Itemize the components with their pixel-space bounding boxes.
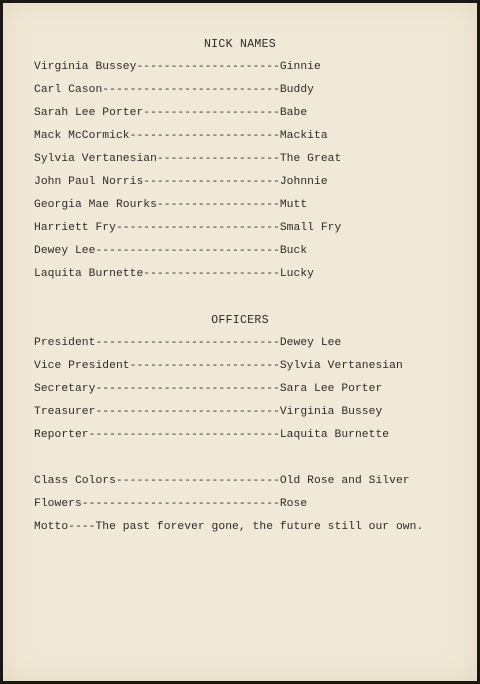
nickname-row: Mack McCormick----------------------Mackita [34, 130, 328, 142]
document-page [3, 3, 477, 681]
officer-row: Vice President----------------------Sylvia Vertanesian [34, 360, 403, 372]
nickname-row: Virginia Bussey---------------------Ginnie [34, 61, 321, 73]
officer-row: Treasurer---------------------------Virginia Bussey [34, 406, 383, 418]
nickname-row: Sylvia Vertanesian------------------The Great [34, 153, 342, 165]
officer-row: Reporter----------------------------Laquita Burnette [34, 429, 390, 441]
nickname-row: Sarah Lee Porter--------------------Babe [34, 107, 308, 119]
nickname-row: Laquita Burnette--------------------Lucky [34, 268, 314, 280]
nicknames-heading: NICK NAMES [203, 38, 276, 51]
officers-heading: OFFICERS [211, 314, 269, 327]
nickname-row: Harriett Fry------------------------Small Fry [34, 222, 342, 234]
officer-row: Secretary---------------------------Sara Lee Porter [34, 383, 383, 395]
nickname-row: Dewey Lee---------------------------Buck [34, 245, 308, 257]
nickname-row: John Paul Norris--------------------Johnnie [34, 176, 328, 188]
nickname-row: Carl Cason--------------------------Buddy [34, 84, 314, 96]
class-colors-row: Class Colors------------------------Old Rose and Silver [34, 475, 410, 487]
nickname-row: Georgia Mae Rourks------------------Mutt [34, 199, 308, 211]
flowers-row: Flowers-----------------------------Rose [34, 498, 308, 510]
officer-row: President---------------------------Dewey Lee [34, 337, 342, 349]
motto-row: Motto----The past forever gone, the future still our own. [34, 521, 424, 533]
